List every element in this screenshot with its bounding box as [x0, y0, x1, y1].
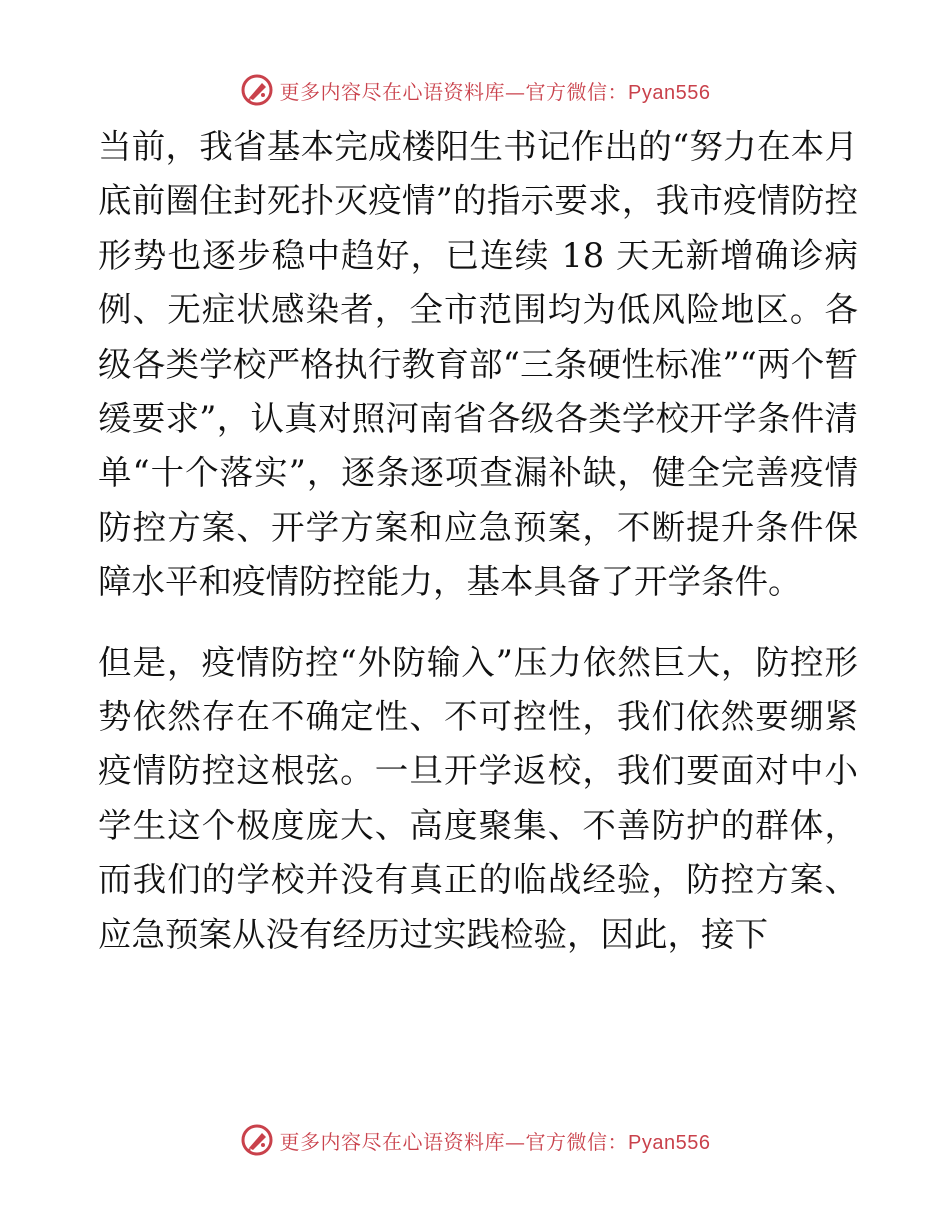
footer-banner: [0, 1120, 950, 1160]
banner-text: 更多内容尽在心语资料库—官方微信：Pyan556: [279, 79, 711, 104]
wechat-handle: Pyan556: [628, 1131, 711, 1154]
banner-text: 更多内容尽在心语资料库—官方微信：Pyan556: [279, 1129, 711, 1154]
pen-logo-icon: [240, 1123, 274, 1157]
paragraph: 但是，疫情防控“外防输入”压力依然巨大，防控形势依然存在不确定性、不可控性，我们依然要绷紧疫情防控这根弦。一旦开学返校，我们要面对中小学生这个极度庞大、高度聚集、不善防护的群体，而我们的学校并没有真正的临战经验，防控方案、应急预案从没有经历过实践检验，因此，接下: [98, 642, 858, 954]
header-banner: [0, 70, 950, 110]
wechat-handle: Pyan556: [628, 81, 711, 104]
document-body: [98, 120, 858, 962]
pen-logo-icon: [240, 73, 274, 107]
paragraph: 当前，我省基本完成楼阳生书记作出的“努力在本月底前圈住封死扑灭疫情”的指示要求，我市疫情防控形势也逐步稳中趋好，已连续 18 天无新增确诊病例、无症状感染者，全市范围均为低风险地区。各级各类学校严格执行教育部“三条硬性标准”“两个暂缓要求”，认真对照河南省各级各类学校开学条件清单“十个落实”，逐条逐项查漏补缺，健全完善疫情防控方案、开学方案和应急预案，不断提升条件保障水平和疫情防控能力，基本具备了开学条件。: [98, 127, 858, 602]
